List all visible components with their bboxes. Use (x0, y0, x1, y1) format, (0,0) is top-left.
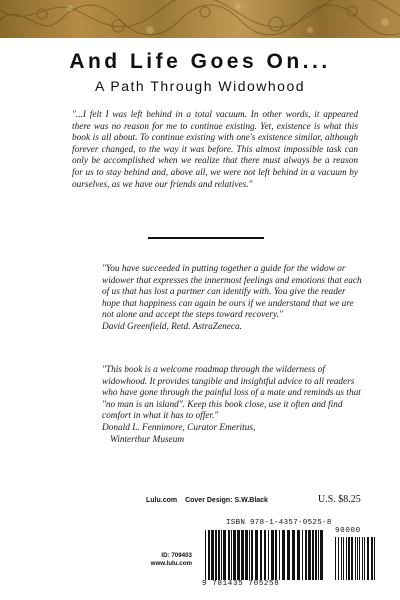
quote-text: "You have succeeded in putting together a guide for the widow or widower that expresses the innermost feelings and emotions that each of us that has lost a partner can identify with. You give the reader hope that happiness can again be ours if we understand that we are not alone and accept the steps toward recovery." (102, 264, 362, 321)
barcode-bar (223, 530, 226, 580)
barcode-bar (318, 530, 319, 580)
barcode-bar (367, 537, 369, 580)
quote-attribution-org: Winterthur Museum (110, 434, 185, 445)
barcode-bar (305, 530, 307, 580)
barcode-bar (205, 530, 206, 580)
top-ornamental-band (0, 0, 400, 38)
barcode-bar (292, 530, 295, 580)
ean-number: 9 781435 705258 (202, 580, 280, 588)
barcode-bar (346, 537, 347, 580)
barcode-bar (357, 537, 358, 580)
barcode-bar (260, 530, 262, 580)
barcode-bar (341, 537, 342, 580)
barcode-bar (279, 530, 280, 580)
barcode-bar (308, 530, 311, 580)
quote-attribution: Donald L. Fennimore, Curator Emeritus, (102, 422, 256, 433)
barcode-bar (233, 530, 236, 580)
ean-barcode (204, 530, 326, 580)
band-ornament-pattern (0, 0, 400, 38)
barcode-bar (312, 530, 314, 580)
barcode-bar (255, 530, 258, 580)
barcode-bar (343, 537, 344, 580)
barcode-bar (245, 530, 248, 580)
addon-barcode (334, 537, 378, 580)
barcode-bar (264, 530, 266, 580)
barcode-bar (241, 530, 244, 580)
quote-attribution: David Greenfield, Retd. AstraZeneca. (102, 321, 242, 332)
barcode-bar (221, 530, 222, 580)
barcode-bar (228, 530, 230, 580)
barcode-bar (355, 537, 356, 580)
lulu-id-block (142, 552, 192, 568)
cover-credits (146, 497, 274, 504)
barcode-bar (249, 530, 250, 580)
price-label: U.S. $8.25 (318, 494, 361, 505)
author-excerpt (72, 110, 358, 191)
barcode-bar (271, 530, 274, 580)
section-divider (148, 237, 264, 239)
lulu-url: www.lulu.com (150, 560, 192, 567)
quote-text: "...I felt I was left behind in a total vacuum. In other words, it appeared there was no reason for me to continue existing. Yet, existence is what this book is all about. To continue existing with one's existence similar, although forever changed, to the way it was before. This almost impossible task can only be accomplished when we realize that there must always be a reason for us to stay behind and, above all, we were not left behind in a vacuum by ourselves, as we have our friends and relatives." (72, 110, 358, 190)
barcode-bar (335, 537, 336, 580)
isbn-label: ISBN 978-1-4357-0525-8 (226, 519, 332, 527)
barcode-bar (359, 537, 360, 580)
barcode-bar (338, 537, 339, 580)
barcode-bar (315, 530, 317, 580)
book-title: And Life Goes On... (69, 50, 331, 73)
barcode-bar (275, 530, 277, 580)
barcode-bar (348, 537, 350, 580)
barcode-bar (362, 537, 363, 580)
barcode-bar (351, 537, 353, 580)
barcode-bar (374, 537, 375, 580)
barcode-bar (302, 530, 303, 580)
quote-text: "This book is a welcome roadmap through the wilderness of widowhood. It provides tangible and insightful advice to all readers who have gone through the painful loss of a mate and reminds us that "no man is an island". Keep this book close, use it often and find comfort in what it has to offer." (102, 365, 361, 422)
book-subtitle: A Path Through Widowhood (94, 78, 306, 94)
barcode-bar (282, 530, 285, 580)
barcode-bar (297, 530, 300, 580)
barcode-bar (251, 530, 253, 580)
barcode-bar (237, 530, 240, 580)
barcode-bar (211, 530, 214, 580)
lulu-id: ID: 709403 (161, 552, 192, 559)
barcode-bar (208, 530, 210, 580)
barcode-bar (215, 530, 217, 580)
barcode-bar (231, 530, 232, 580)
testimonial-greenfield (102, 264, 362, 334)
addon-number: 90000 (335, 527, 361, 535)
barcode-bar (218, 530, 220, 580)
cover-design-credit: Cover Design: S.W.Black (185, 497, 268, 504)
publisher-name: Lulu.com (146, 497, 178, 504)
barcode-bar (364, 537, 365, 580)
barcode-bar (268, 530, 269, 580)
testimonial-fennimore (102, 365, 366, 446)
barcode-bar (371, 537, 373, 580)
barcode-bar (320, 530, 323, 580)
barcode-bar (287, 530, 290, 580)
